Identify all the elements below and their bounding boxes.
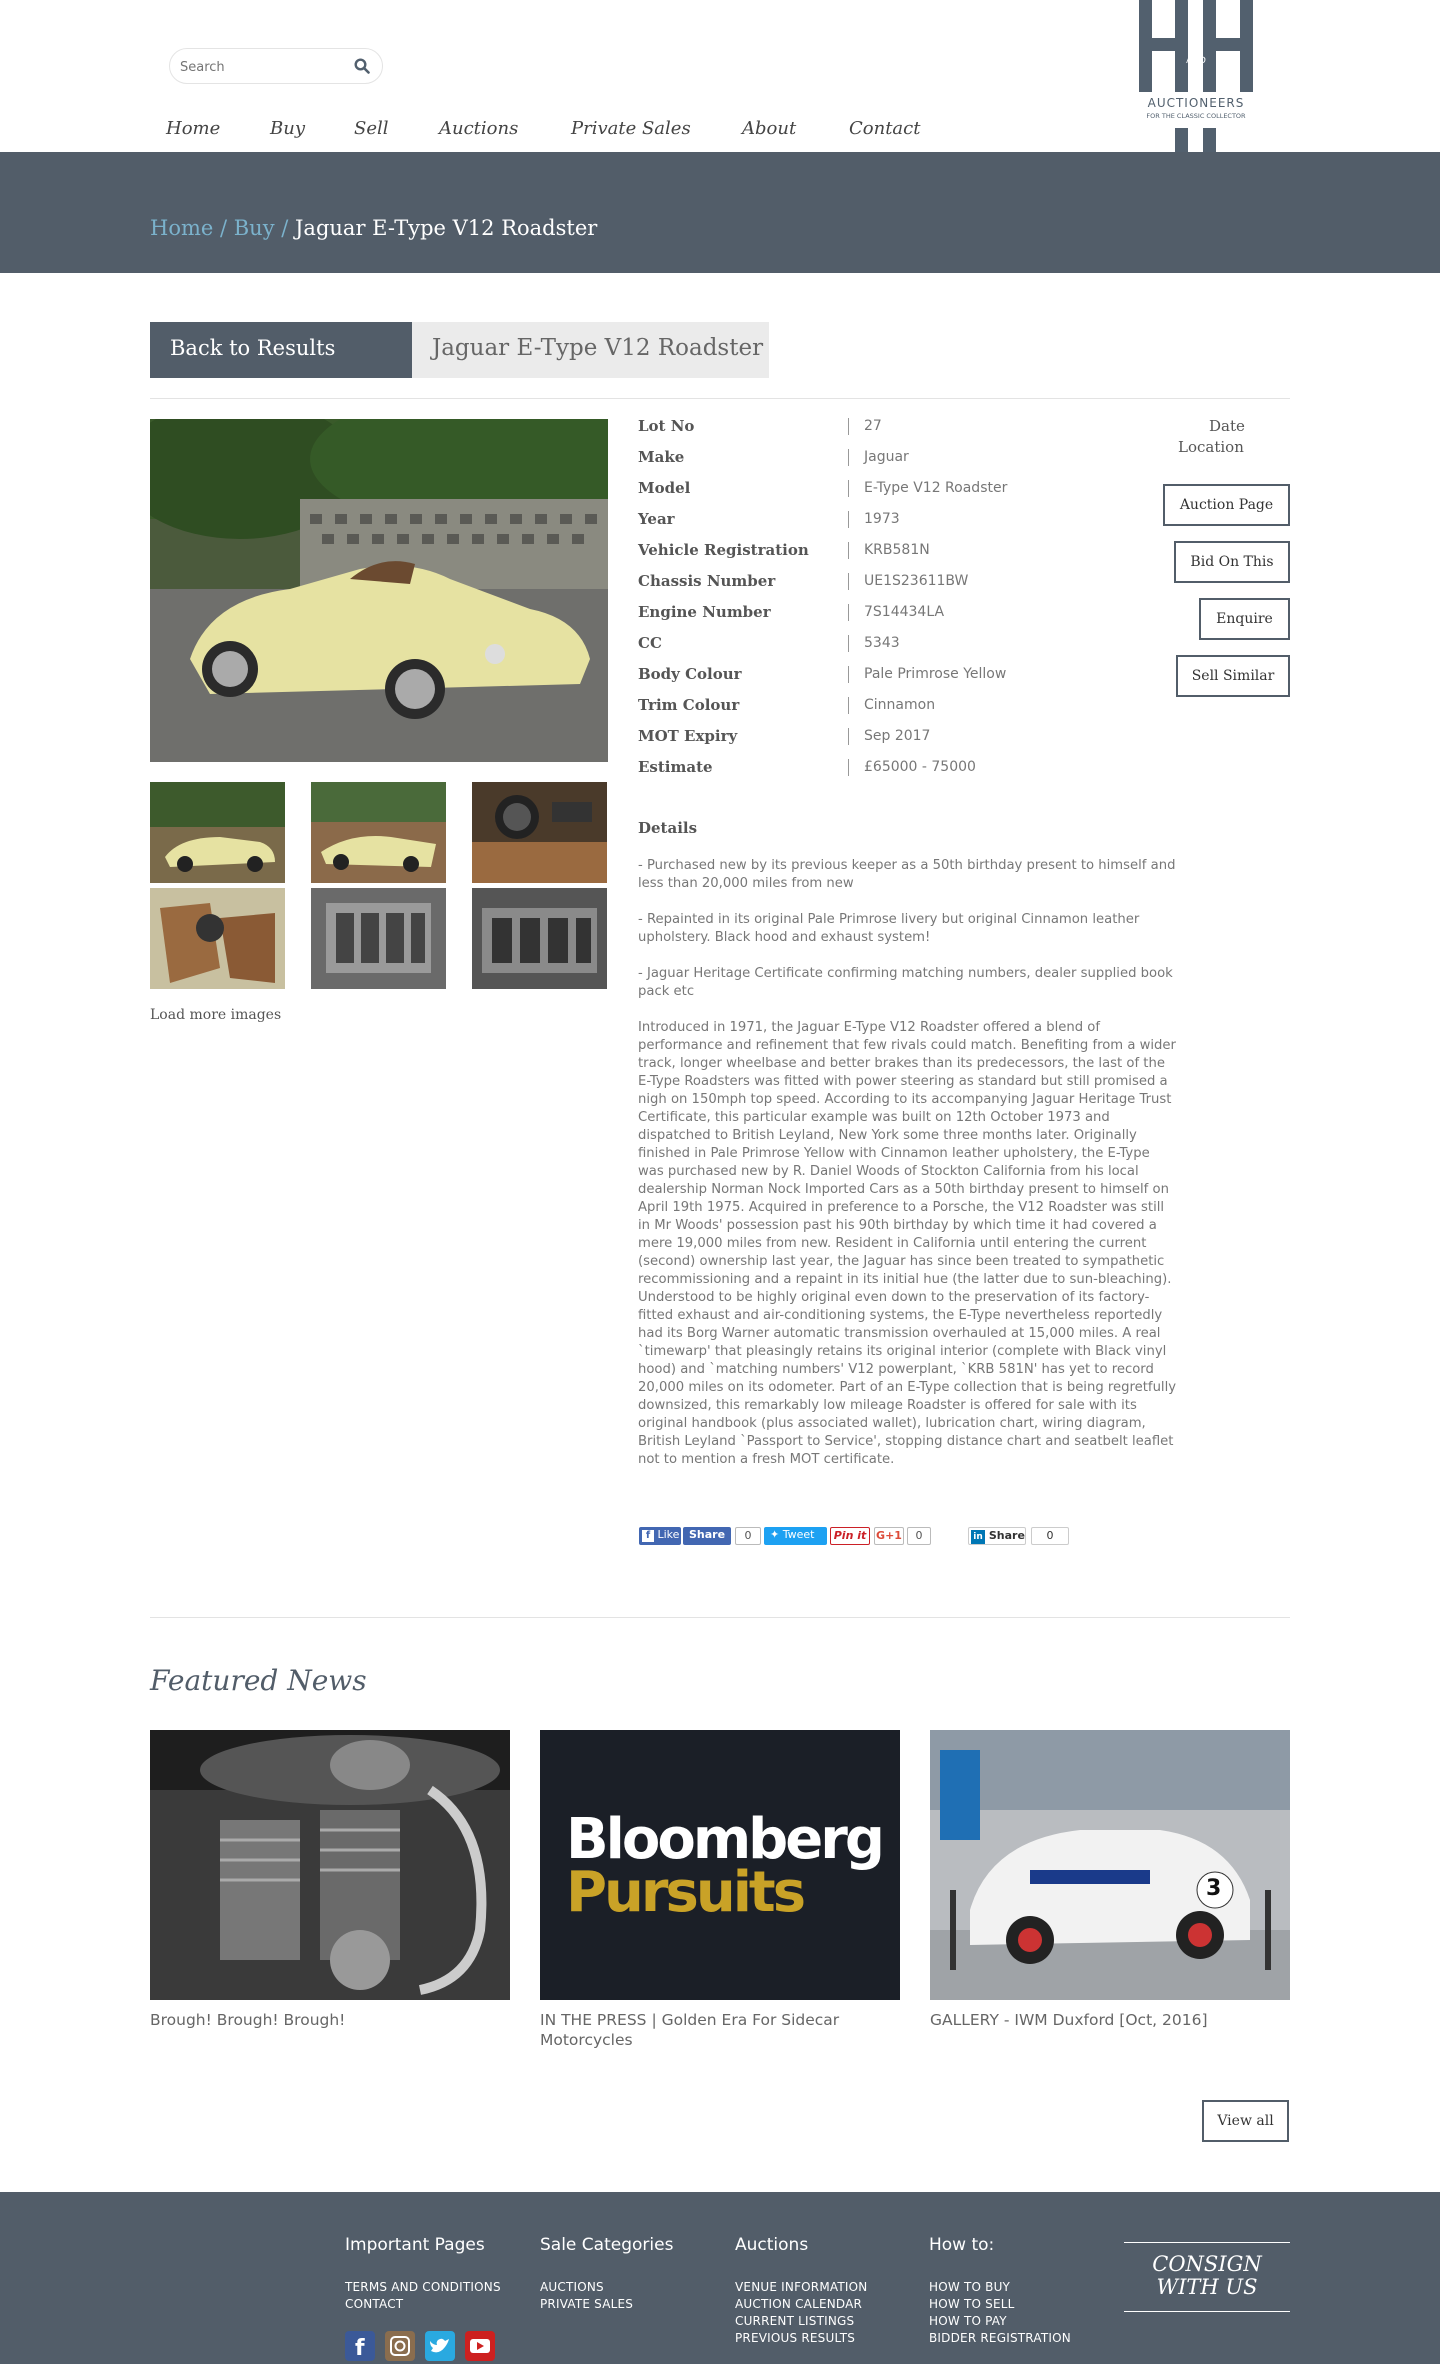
back-to-results-button[interactable]: Back to Results (150, 322, 412, 378)
footer-link[interactable]: HOW TO BUY (929, 2280, 1011, 2294)
nav-private-sales[interactable]: Private Sales (571, 118, 691, 139)
footer-heading: Important Pages (345, 2235, 485, 2255)
spec-value: 1973 (864, 511, 900, 527)
logo-tagline: FOR THE CLASSIC COLLECTOR (1146, 112, 1246, 120)
linkedin-icon: in (971, 1530, 985, 1544)
thumbnail-image[interactable] (311, 782, 446, 883)
twitter-icon: ✦ (770, 1528, 780, 1541)
spec-value: E-Type V12 Roadster (864, 480, 1008, 496)
footer-heading: Sale Categories (540, 2235, 674, 2255)
facebook-icon: f (642, 1530, 654, 1542)
race-number: 3 (1206, 1876, 1222, 1901)
bloomberg-logo-line2: Pursuits (566, 1860, 804, 1925)
search-box[interactable] (169, 48, 383, 84)
consign-line: CONSIGN (1152, 2252, 1262, 2276)
linkedin-share-count: 0 (1031, 1527, 1069, 1545)
load-more-images-link[interactable]: Load more images (150, 1007, 282, 1023)
spec-label: MOT Expiry (638, 727, 738, 745)
spec-value: Sep 2017 (864, 728, 931, 744)
youtube-icon[interactable] (465, 2331, 495, 2361)
spec-label: Estimate (638, 758, 713, 776)
spec-value: Cinnamon (864, 697, 936, 713)
spec-label: Vehicle Registration (638, 541, 809, 559)
details-heading: Details (638, 819, 698, 837)
spec-separator (848, 759, 849, 776)
facebook-share-button[interactable]: Share (683, 1527, 731, 1545)
instagram-icon[interactable] (385, 2331, 415, 2361)
facebook-like-button[interactable] (639, 1527, 681, 1545)
location-label: Location (1178, 438, 1244, 456)
nav-contact[interactable]: Contact (849, 118, 921, 139)
spec-value: £65000 - 75000 (864, 759, 976, 775)
breadcrumb (150, 216, 597, 240)
spec-label: Make (638, 448, 685, 466)
spec-separator (848, 635, 849, 652)
spec-label: CC (638, 634, 662, 652)
search-input[interactable] (180, 57, 340, 77)
divider (150, 1617, 1290, 1618)
spec-separator (848, 604, 849, 621)
breadcrumb-current: Jaguar E-Type V12 Roadster (295, 216, 598, 240)
spec-value: KRB581N (864, 542, 930, 558)
divider (150, 398, 1290, 399)
footer-link[interactable]: HOW TO SELL (929, 2297, 1015, 2311)
spec-separator (848, 511, 849, 528)
breadcrumb-band (0, 152, 1440, 273)
details-bullet: - Purchased new by its previous keeper as a 50th birthday present to himself and less than 20,000 miles from new (638, 858, 1176, 891)
footer-link[interactable]: VENUE INFORMATION (735, 2280, 868, 2294)
spec-separator (848, 666, 849, 683)
thumbnail-image[interactable] (150, 782, 285, 883)
footer-link[interactable]: HOW TO PAY (929, 2314, 1007, 2328)
facebook-share-count: 0 (735, 1527, 761, 1545)
spec-label: Chassis Number (638, 572, 776, 590)
breadcrumb-separator: / (274, 216, 296, 240)
pinterest-pin-button[interactable]: Pin it (830, 1527, 870, 1545)
spec-separator (848, 449, 849, 466)
spec-label: Lot No (638, 417, 695, 435)
details-bullet: - Jaguar Heritage Certificate confirming matching numbers, dealer supplied book pack etc (638, 966, 1173, 999)
svg-text:f: f (355, 2336, 365, 2361)
bloomberg-logo-line1: Bloomberg (566, 1807, 882, 1872)
spec-value: Jaguar (864, 449, 909, 465)
featured-news-heading: Featured News (150, 1664, 367, 1697)
details-body: Introduced in 1971, the Jaguar E-Type V12 Roadster offered a blend of performance and refinement that few rivals could match. Benefiting from a wider track, longer wheelbase and better brakes than its predecessors, the last of the E-Type Roadsters was fitted with power steering as standard but still promised a nigh on 150mph top speed. According to its accompanying Jaguar Heritage Trust Certificate, this particular example was built on 12th October 1973 and dispatched to British Leyland, New York some three months later. Originally finished in Pale Primrose Yellow with Cinnamon leather upholstery, the E-Type was purchased new by R. Daniel Woods of Stockton California from his local dealership Norman Nock Imported Cars as a 50th birthday present to himself on April 19th 1975. Acquired in preference to a Porsche, the V12 Roadster was still in Mr Woods' possession past his 90th birthday by which time it had covered a mere 19,000 miles from new. Resident in California until entering the current (second) ownership last year, the Jaguar has since been treated to sympathetic recommissioning and a repaint in its initial hue (the latter due to sun-bleaching). Understood to be highly original even down to the preservation of its factory-fitted exhaust and air-conditioning systems, the E-Type nevertheless reportedly had its Borg Warner automatic transmission overhauled at 15,000 miles. A real `timewarp' that pleasingly retains its original interior (complete with Black vinyl hood) and `matching numbers' V12 powerplant, `KRB 581N' has yet to record 20,000 miles on its odometer. Part of an E-Type collection that is being regretfully downsized, this remarkably low mileage Roadster is offered for sale with its original handbook (plus associated wallet), lubrication chart, wiring diagram, British Leyland `Passport to Service', stopping distance chart and seatbelt leaflet not to mention a fresh MOT certificate. (638, 1020, 1177, 1467)
view-all-news-button[interactable]: View all (1202, 2100, 1289, 2142)
footer-link[interactable]: CURRENT LISTINGS (735, 2314, 855, 2328)
site-header (0, 0, 1440, 152)
page-title: Jaguar E-Type V12 Roadster (412, 322, 769, 378)
main-vehicle-image[interactable] (150, 419, 608, 762)
news-caption[interactable]: IN THE PRESS | Golden Era For Sidecar Motorcycles (540, 2011, 840, 2049)
google-plus-count: 0 (907, 1527, 931, 1545)
breadcrumb-home[interactable]: Home (150, 216, 214, 240)
spec-separator (848, 542, 849, 559)
spec-separator (848, 697, 849, 714)
twitter-icon[interactable] (425, 2331, 455, 2361)
breadcrumb-buy[interactable]: Buy (233, 216, 275, 240)
news-image-bloomberg[interactable] (540, 1730, 900, 2000)
logo-mark (1137, 0, 1255, 152)
tweet-label: Tweet (782, 1528, 815, 1541)
linkedin-share-button[interactable] (968, 1527, 1026, 1545)
logo-name: AUCTIONEERS (1147, 96, 1245, 110)
spec-label: Trim Colour (638, 696, 740, 714)
nav-home[interactable]: Home (166, 118, 221, 139)
spec-separator (848, 480, 849, 497)
breadcrumb-separator: / (213, 216, 234, 240)
nav-about[interactable]: About (742, 118, 797, 139)
spec-label: Year (638, 510, 675, 528)
spec-value: 5343 (864, 635, 900, 651)
consign-line: WITH US (1156, 2275, 1258, 2299)
spec-value: Pale Primrose Yellow (864, 666, 1007, 682)
thumbnail-image[interactable] (150, 888, 285, 989)
google-plus-button[interactable]: G+1 (874, 1527, 904, 1545)
nav-auctions[interactable]: Auctions (439, 118, 519, 139)
news-caption[interactable]: Brough! Brough! Brough! (150, 2011, 346, 2029)
spec-value: 7S14434LA (864, 604, 945, 620)
spec-value: UE1S23611BW (864, 573, 969, 589)
date-label: Date (1209, 417, 1245, 435)
details-bullet: - Repainted in its original Pale Primrose livery but original Cinnamon leather upholstery. Black hood and exhaust system! (638, 912, 1140, 945)
footer-link[interactable]: AUCTION CALENDAR (735, 2297, 863, 2311)
facebook-icon[interactable] (345, 2331, 375, 2361)
footer-heading: How to: (929, 2235, 995, 2255)
news-image-motorcycle[interactable] (150, 1730, 510, 2000)
news-caption[interactable]: GALLERY - IWM Duxford [Oct, 2016] (930, 2011, 1208, 2029)
enquire-button[interactable]: Enquire (1199, 598, 1290, 640)
footer-link[interactable]: AUCTIONS (540, 2280, 604, 2294)
nav-buy[interactable]: Buy (270, 118, 305, 139)
site-footer (0, 2192, 1440, 2364)
footer-link[interactable]: CONTACT (345, 2297, 404, 2311)
spec-label: Model (638, 479, 691, 497)
site-logo[interactable] (1137, 0, 1255, 152)
spec-label: Engine Number (638, 603, 771, 621)
spec-label: Body Colour (638, 665, 742, 683)
consign-with-us-link[interactable] (1124, 2242, 1290, 2312)
spec-value: 27 (864, 418, 882, 434)
footer-link[interactable]: TERMS AND CONDITIONS (345, 2280, 501, 2294)
linkedin-share-label: Share (988, 1529, 1025, 1542)
tweet-button[interactable] (764, 1527, 827, 1545)
bid-on-this-button[interactable]: Bid On This (1174, 541, 1290, 583)
logo-and: AND (1186, 56, 1206, 66)
thumbnail-image[interactable] (311, 888, 446, 989)
sell-similar-button[interactable]: Sell Similar (1176, 655, 1290, 697)
search-icon[interactable] (354, 58, 370, 74)
spec-separator (848, 573, 849, 590)
footer-link[interactable]: PRIVATE SALES (540, 2297, 634, 2311)
footer-link[interactable]: BIDDER REGISTRATION (929, 2331, 1071, 2345)
thumbnail-image[interactable] (472, 782, 607, 883)
spec-separator (848, 418, 849, 435)
footer-heading: Auctions (735, 2235, 809, 2255)
thumbnail-image[interactable] (472, 888, 607, 989)
spec-separator (848, 728, 849, 745)
auction-page-button[interactable]: Auction Page (1163, 484, 1290, 526)
nav-sell[interactable]: Sell (354, 118, 389, 139)
facebook-like-label: Like (657, 1528, 680, 1541)
news-image-porsche[interactable] (930, 1730, 1290, 2000)
footer-link[interactable]: PREVIOUS RESULTS (735, 2331, 856, 2345)
